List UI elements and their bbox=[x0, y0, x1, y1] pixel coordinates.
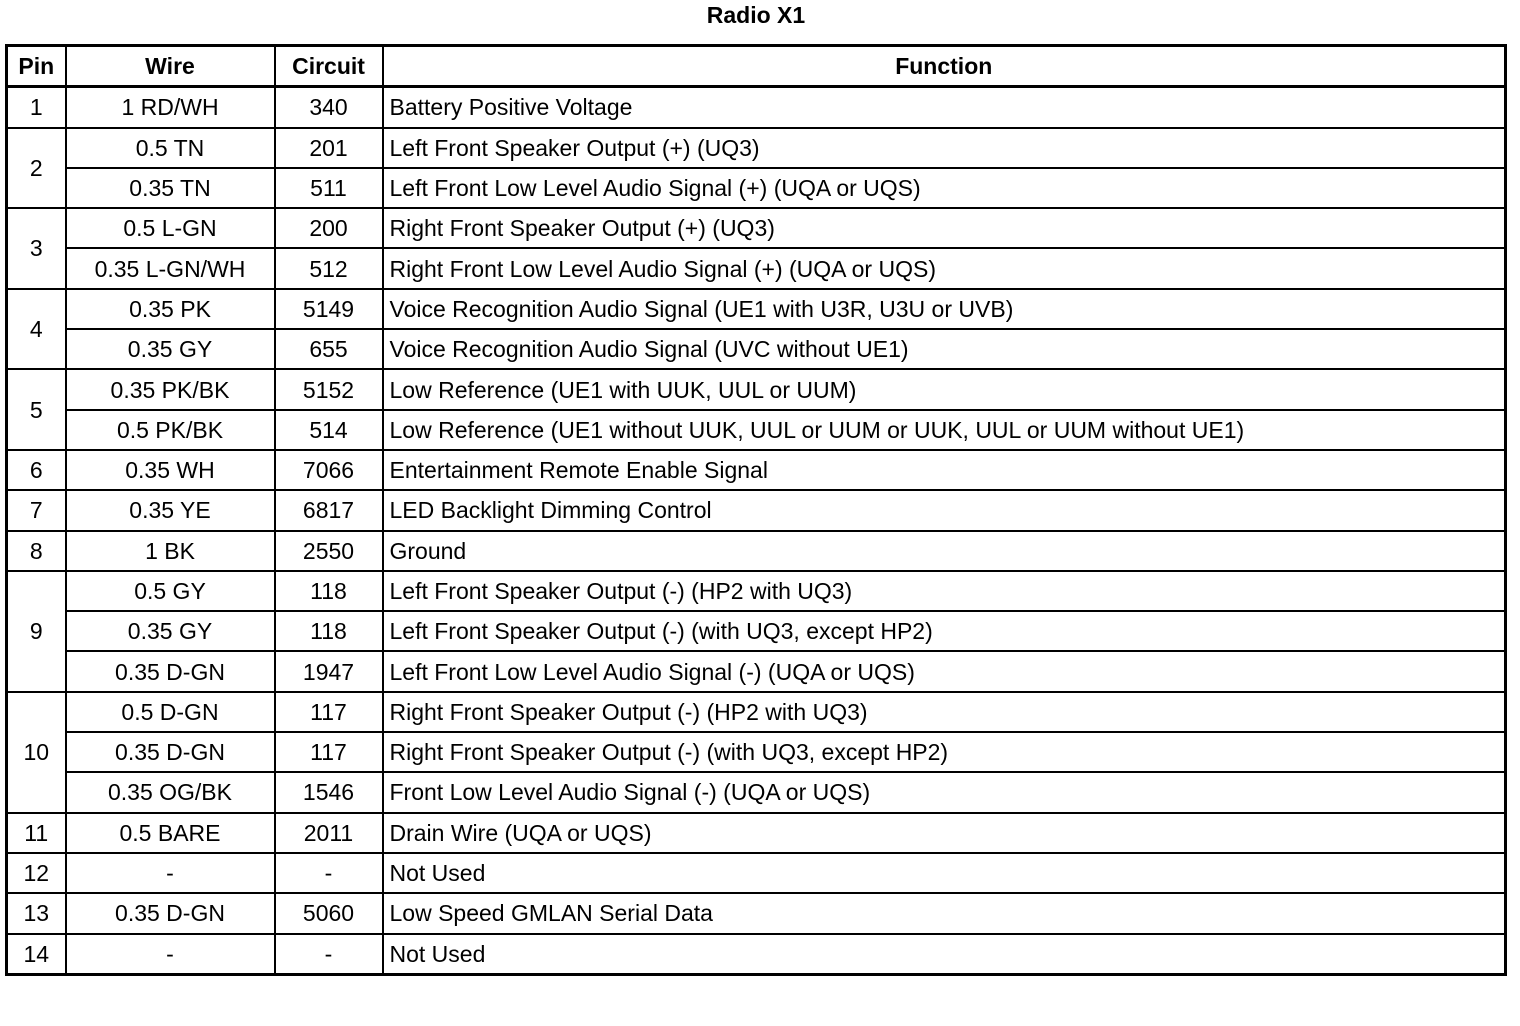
table-row bbox=[7, 893, 1506, 933]
pin-number-cell: 3 bbox=[7, 208, 66, 289]
table-row bbox=[7, 531, 1506, 571]
table-row bbox=[7, 813, 1506, 853]
table-row bbox=[7, 611, 1506, 651]
circuit-cell: 512 bbox=[275, 248, 383, 288]
wire-cell: - bbox=[66, 934, 275, 975]
circuit-cell: 117 bbox=[275, 732, 383, 772]
circuit-cell: 340 bbox=[275, 87, 383, 128]
pin-number-cell: 2 bbox=[7, 128, 66, 209]
pin-number-cell: 4 bbox=[7, 289, 66, 370]
table-row bbox=[7, 450, 1506, 490]
function-cell: Front Low Level Audio Signal (-) (UQA or UQS) bbox=[383, 772, 1506, 812]
table-row bbox=[7, 87, 1506, 128]
table-row bbox=[7, 732, 1506, 772]
table-row bbox=[7, 369, 1506, 409]
column-header-pin: Pin bbox=[7, 46, 66, 87]
circuit-cell: - bbox=[275, 853, 383, 893]
function-cell: Right Front Low Level Audio Signal (+) (UQA or UQS) bbox=[383, 248, 1506, 288]
pin-number-cell: 12 bbox=[7, 853, 66, 893]
circuit-cell: 655 bbox=[275, 329, 383, 369]
function-cell: Right Front Speaker Output (-) (with UQ3, except HP2) bbox=[383, 732, 1506, 772]
circuit-cell: 118 bbox=[275, 571, 383, 611]
circuit-cell: 7066 bbox=[275, 450, 383, 490]
function-cell: Ground bbox=[383, 531, 1506, 571]
table-row bbox=[7, 692, 1506, 732]
table-row bbox=[7, 934, 1506, 975]
function-cell: Right Front Speaker Output (+) (UQ3) bbox=[383, 208, 1506, 248]
wire-cell: 0.35 YE bbox=[66, 490, 275, 530]
circuit-cell: 2011 bbox=[275, 813, 383, 853]
circuit-cell: 200 bbox=[275, 208, 383, 248]
column-header-wire: Wire bbox=[66, 46, 275, 87]
circuit-cell: 118 bbox=[275, 611, 383, 651]
pin-number-cell: 8 bbox=[7, 531, 66, 571]
table-row bbox=[7, 490, 1506, 530]
circuit-cell: 5149 bbox=[275, 289, 383, 329]
function-cell: Low Reference (UE1 with UUK, UUL or UUM) bbox=[383, 369, 1506, 409]
wire-cell: 0.35 D-GN bbox=[66, 893, 275, 933]
table-row bbox=[7, 168, 1506, 208]
table-row bbox=[7, 128, 1506, 168]
pin-number-cell: 10 bbox=[7, 692, 66, 813]
wire-cell: 0.5 PK/BK bbox=[66, 410, 275, 450]
pin-number-cell: 13 bbox=[7, 893, 66, 933]
table-row bbox=[7, 772, 1506, 812]
function-cell: Voice Recognition Audio Signal (UVC without UE1) bbox=[383, 329, 1506, 369]
circuit-cell: 6817 bbox=[275, 490, 383, 530]
column-header-circuit: Circuit bbox=[275, 46, 383, 87]
function-cell: Battery Positive Voltage bbox=[383, 87, 1506, 128]
table-row bbox=[7, 329, 1506, 369]
pin-number-cell: 11 bbox=[7, 813, 66, 853]
pin-number-cell: 6 bbox=[7, 450, 66, 490]
wire-cell: 0.5 BARE bbox=[66, 813, 275, 853]
table-title: Radio X1 bbox=[706, 2, 806, 28]
wire-cell: 0.35 WH bbox=[66, 450, 275, 490]
table-body bbox=[7, 87, 1506, 975]
table-row bbox=[7, 853, 1506, 893]
function-cell: Entertainment Remote Enable Signal bbox=[383, 450, 1506, 490]
table-row bbox=[7, 289, 1506, 329]
wire-cell: 1 RD/WH bbox=[66, 87, 275, 128]
wire-cell: - bbox=[66, 853, 275, 893]
wire-cell: 0.5 GY bbox=[66, 571, 275, 611]
column-header-function: Function bbox=[383, 46, 1506, 87]
circuit-cell: 201 bbox=[275, 128, 383, 168]
wire-cell: 0.5 L-GN bbox=[66, 208, 275, 248]
table-row bbox=[7, 651, 1506, 691]
circuit-cell: 117 bbox=[275, 692, 383, 732]
wire-cell: 0.35 PK bbox=[66, 289, 275, 329]
circuit-cell: 511 bbox=[275, 168, 383, 208]
circuit-cell: 514 bbox=[275, 410, 383, 450]
circuit-cell: 1947 bbox=[275, 651, 383, 691]
pin-number-cell: 5 bbox=[7, 369, 66, 450]
function-cell: Left Front Speaker Output (-) (HP2 with UQ3) bbox=[383, 571, 1506, 611]
function-cell: Low Speed GMLAN Serial Data bbox=[383, 893, 1506, 933]
function-cell: Voice Recognition Audio Signal (UE1 with U3R, U3U or UVB) bbox=[383, 289, 1506, 329]
pin-number-cell: 14 bbox=[7, 934, 66, 975]
function-cell: Drain Wire (UQA or UQS) bbox=[383, 813, 1506, 853]
function-cell: Low Reference (UE1 without UUK, UUL or UUM or UUK, UUL or UUM without UE1) bbox=[383, 410, 1506, 450]
wire-cell: 0.35 PK/BK bbox=[66, 369, 275, 409]
table-row bbox=[7, 410, 1506, 450]
function-cell: Right Front Speaker Output (-) (HP2 with UQ3) bbox=[383, 692, 1506, 732]
circuit-cell: 5060 bbox=[275, 893, 383, 933]
function-cell: Left Front Speaker Output (-) (with UQ3, except HP2) bbox=[383, 611, 1506, 651]
wire-cell: 0.35 D-GN bbox=[66, 732, 275, 772]
wire-cell: 1 BK bbox=[66, 531, 275, 571]
wire-cell: 0.35 L-GN/WH bbox=[66, 248, 275, 288]
function-cell: Left Front Speaker Output (+) (UQ3) bbox=[383, 128, 1506, 168]
wire-cell: 0.35 TN bbox=[66, 168, 275, 208]
circuit-cell: 5152 bbox=[275, 369, 383, 409]
function-cell: LED Backlight Dimming Control bbox=[383, 490, 1506, 530]
pin-number-cell: 1 bbox=[7, 87, 66, 128]
circuit-cell: 2550 bbox=[275, 531, 383, 571]
connector-pinout-table bbox=[5, 44, 1507, 976]
function-cell: Left Front Low Level Audio Signal (-) (UQA or UQS) bbox=[383, 651, 1506, 691]
wire-cell: 0.35 D-GN bbox=[66, 651, 275, 691]
circuit-cell: 1546 bbox=[275, 772, 383, 812]
wire-cell: 0.35 GY bbox=[66, 329, 275, 369]
function-cell: Not Used bbox=[383, 853, 1506, 893]
function-cell: Left Front Low Level Audio Signal (+) (UQA or UQS) bbox=[383, 168, 1506, 208]
function-cell: Not Used bbox=[383, 934, 1506, 975]
table-row bbox=[7, 571, 1506, 611]
table-row bbox=[7, 248, 1506, 288]
pin-number-cell: 7 bbox=[7, 490, 66, 530]
wire-cell: 0.35 OG/BK bbox=[66, 772, 275, 812]
circuit-cell: - bbox=[275, 934, 383, 975]
pin-number-cell: 9 bbox=[7, 571, 66, 692]
table-row bbox=[7, 208, 1506, 248]
header-row bbox=[7, 46, 1506, 87]
wire-cell: 0.5 D-GN bbox=[66, 692, 275, 732]
wire-cell: 0.35 GY bbox=[66, 611, 275, 651]
wire-cell: 0.5 TN bbox=[66, 128, 275, 168]
